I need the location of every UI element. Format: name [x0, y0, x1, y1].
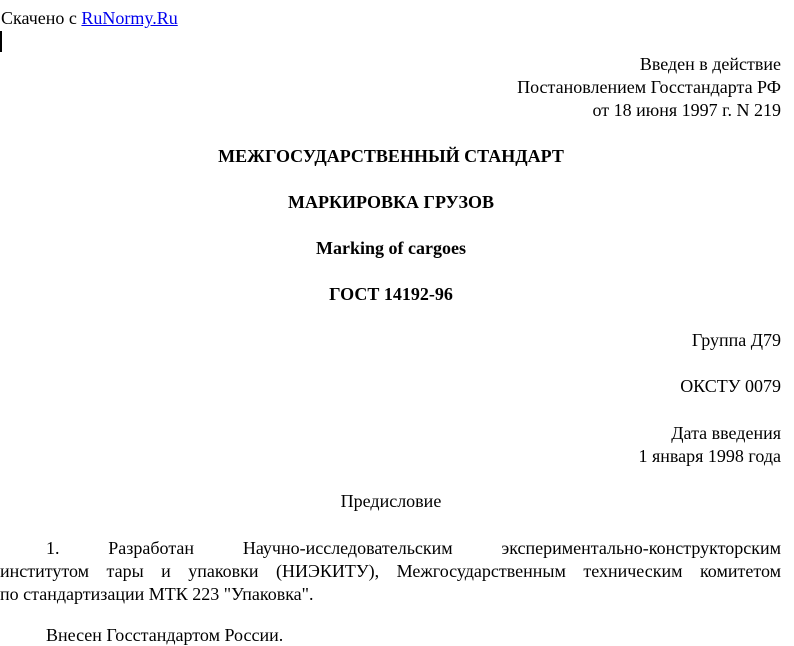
standard-title-ru: МАРКИРОВКА ГРУЗОВ — [288, 192, 494, 212]
source-prefix: Скачено с — [1, 8, 77, 28]
group-label: Группа Д79 — [691, 330, 781, 350]
preface-heading: Предисловие — [340, 491, 442, 511]
standard-type-heading: МЕЖГОСУДАРСТВЕННЫЙ СТАНДАРТ — [218, 146, 564, 166]
enacted-line-1: Введен в действие — [639, 54, 781, 74]
preface-item-1-line-2: институтом тары и упаковки (НИЭКИТУ), Межгосударственным техническим комитетом — [0, 561, 781, 581]
source-note — [1, 7, 178, 29]
date-value: 1 января 1998 года — [638, 446, 781, 466]
enacted-line-2: Постановлением Госстандарта РФ — [517, 77, 781, 97]
date-label: Дата введения — [671, 423, 781, 443]
runormy-link[interactable]: RuNormy.Ru — [81, 8, 178, 28]
text-cursor — [0, 31, 2, 52]
preface-item-1-line-3: по стандартизации МТК 223 "Упаковка". — [0, 584, 314, 604]
standard-title-en: Marking of cargoes — [316, 238, 466, 258]
preface-item-1-continuation: Внесен Госстандартом России. — [46, 625, 284, 645]
okstu-label: ОКСТУ 0079 — [680, 376, 781, 396]
preface-item-1 — [0, 537, 781, 606]
standard-code: ГОСТ 14192-96 — [329, 284, 453, 304]
enacted-line-3: от 18 июня 1997 г. N 219 — [592, 100, 781, 120]
preface-item-1-line-1: 1. Разработан Научно-исследовательским экспериментально-конструкторским — [46, 538, 781, 558]
